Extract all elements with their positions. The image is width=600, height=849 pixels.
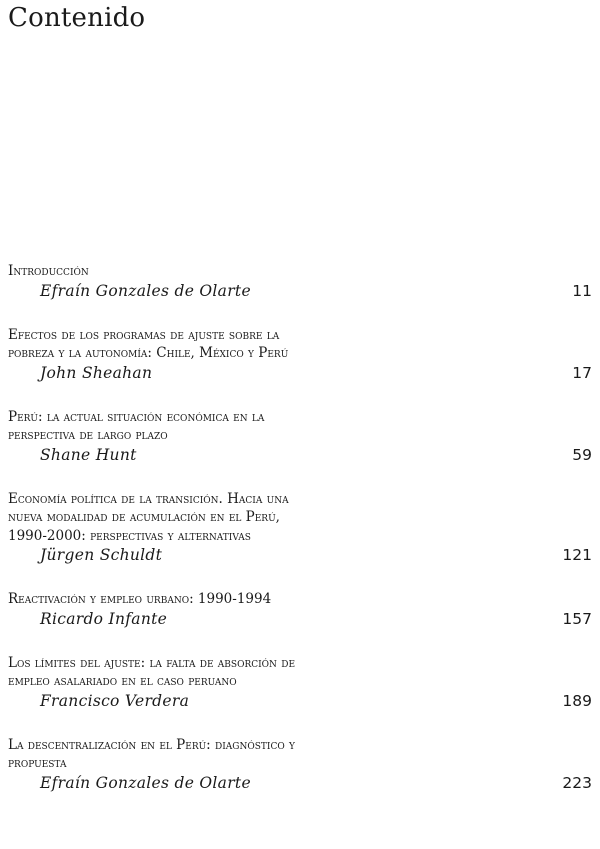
entry-page-number: 121 — [562, 546, 592, 564]
toc-entry — [8, 654, 592, 712]
toc-entry — [8, 408, 592, 466]
author-row — [8, 773, 592, 794]
entry-author: Jürgen Schuldt — [40, 546, 163, 564]
entry-title — [8, 262, 478, 281]
entry-author: Ricardo Infante — [40, 609, 168, 628]
entry-title — [8, 736, 478, 773]
author-row — [8, 445, 592, 466]
entry-title — [8, 326, 478, 363]
entry-title-line: propuesta — [8, 755, 67, 771]
entry-page-number: 17 — [572, 363, 592, 382]
entry-title-line: 1990-2000: perspectivas y alternativas — [8, 527, 251, 544]
entry-author: Shane Hunt — [40, 445, 137, 464]
author-row — [8, 363, 592, 384]
entry-title — [8, 590, 478, 609]
entry-author: Francisco Verdera — [40, 691, 190, 710]
entry-title-line: La descentralización en el Perú: diagnóstico y — [8, 736, 295, 753]
toc-entry — [8, 590, 592, 630]
entry-author: Efraín Gonzales de Olarte — [40, 281, 251, 300]
entry-title-line: perspectiva de largo plazo — [8, 427, 168, 443]
entry-title-line: pobreza y la autonomía: Chile, México y Perú — [8, 345, 289, 361]
author-row — [8, 281, 592, 302]
toc-entry — [8, 736, 592, 794]
entry-title-line: Reactivación y empleo urbano: 1990-1994 — [8, 591, 272, 607]
entry-title-line: Perú: la actual situación económica en la — [8, 408, 265, 425]
entry-title-line: nueva modalidad de acumulación en el Perú, — [8, 509, 280, 525]
author-row — [8, 691, 592, 712]
entry-title — [8, 654, 478, 691]
author-row — [8, 545, 592, 566]
author-row — [8, 609, 592, 630]
entry-title-line: empleo asalariado en el caso peruano — [8, 673, 237, 689]
entry-author: John Sheahan — [40, 363, 153, 382]
entry-title-line: Efectos de los programas de ajuste sobre la — [8, 326, 280, 343]
toc-entry — [8, 326, 592, 384]
page-title: Contenido — [8, 3, 146, 33]
toc-entry — [8, 490, 592, 567]
entry-page-number: 59 — [572, 445, 592, 464]
entry-title-line: Economía política de la transición. Hacia una — [8, 490, 289, 507]
entry-page-number: 11 — [572, 281, 592, 300]
table-of-contents — [8, 262, 592, 818]
entry-title — [8, 408, 478, 445]
entry-author: Efraín Gonzales de Olarte — [40, 773, 251, 792]
entry-title-line: Los límites del ajuste: la falta de absorción de — [8, 654, 296, 671]
entry-title-line: Introducción — [8, 263, 89, 279]
entry-page-number: 157 — [562, 609, 592, 628]
entry-title — [8, 490, 478, 546]
entry-page-number: 189 — [562, 691, 592, 710]
toc-entry — [8, 262, 592, 302]
entry-page-number: 223 — [562, 773, 592, 792]
